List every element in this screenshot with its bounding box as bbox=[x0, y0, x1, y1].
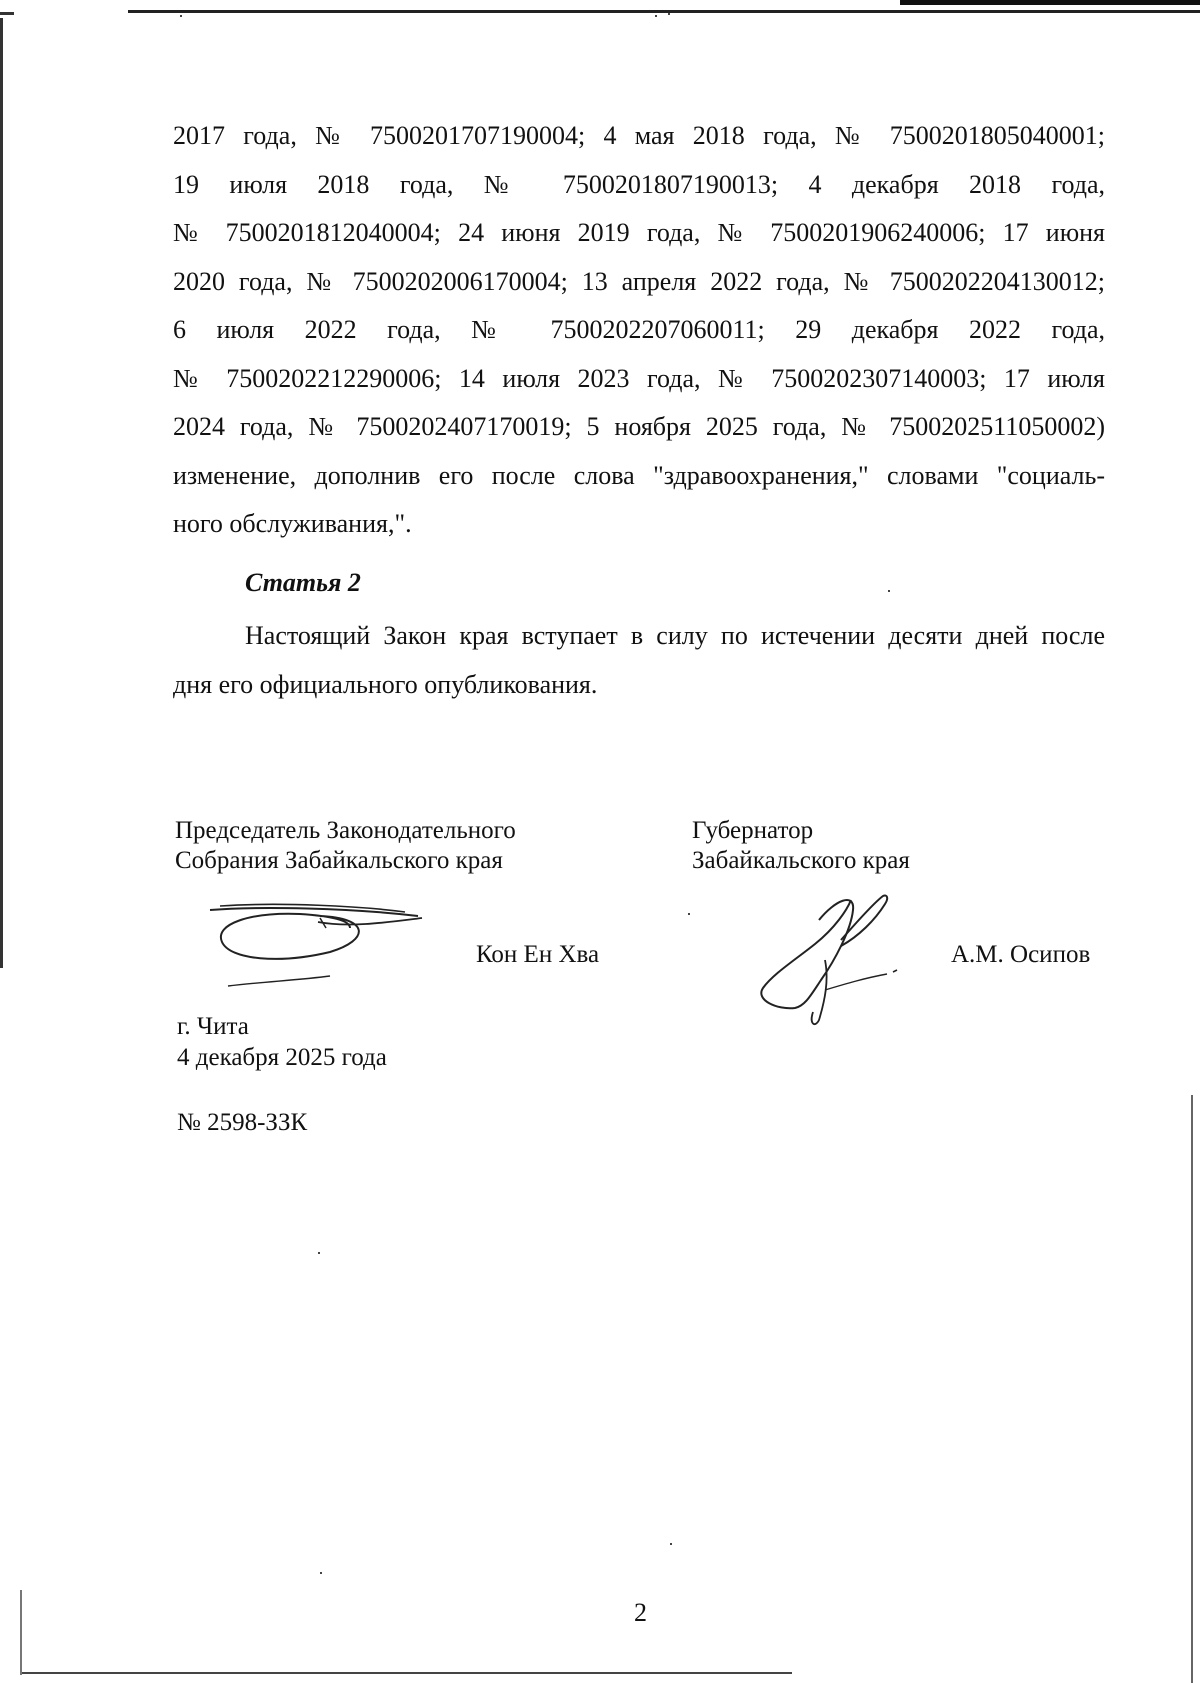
article-2-line-2: дня его официального опубликования. bbox=[173, 669, 598, 699]
scan-speck bbox=[318, 1252, 320, 1254]
body-line-7: 2024 года, № 7500202407170019; 5 ноября 2025 года, № 7500202511050002) bbox=[173, 412, 1105, 441]
body-line-5: 6 июля 2022 года, № 7500202207060011; 29 декабря 2022 года, bbox=[173, 315, 1105, 344]
law-number: № 2598-ЗЗК bbox=[177, 1109, 308, 1136]
scan-speck bbox=[180, 15, 182, 17]
signing-date: 4 декабря 2025 года bbox=[177, 1044, 387, 1071]
body-line-1: 2017 года, № 7500201707190004; 4 мая 2018 года, № 7500201805040001; bbox=[173, 121, 1105, 150]
scan-edge-top-right bbox=[900, 0, 1200, 5]
scan-speck bbox=[655, 15, 657, 17]
governor-signature bbox=[755, 890, 915, 1030]
scan-edge-bottom-left bbox=[20, 1590, 22, 1675]
body-line-9: ного обслуживания,". bbox=[173, 509, 412, 538]
scan-speck bbox=[668, 13, 670, 15]
scan-edge-top bbox=[128, 10, 1200, 13]
governor-name: А.М. Осипов bbox=[951, 941, 1091, 968]
place-of-signing: г. Чита bbox=[177, 1013, 249, 1040]
governor-title-line-1: Губернатор bbox=[692, 817, 814, 844]
article-1-continuation bbox=[173, 112, 1105, 549]
scan-edge-right bbox=[1191, 1095, 1193, 1683]
body-line-8: изменение, дополнив его после слова "здравоохранения," словами "социаль- bbox=[173, 460, 1105, 490]
article-2-heading: Статья 2 bbox=[245, 568, 361, 597]
governor-title-line-2: Забайкальского края bbox=[692, 847, 910, 874]
chair-title-line-1: Председатель Законодательного bbox=[175, 817, 516, 844]
body-line-2: 19 июля 2018 года, № 7500201807190013; 4 декабря 2018 года, bbox=[173, 169, 1105, 199]
scan-speck bbox=[320, 1572, 322, 1574]
article-2-line-1: Настоящий Закон края вступает в силу по истечении десяти дней после bbox=[245, 621, 1105, 650]
chair-title bbox=[175, 816, 516, 876]
scan-edge-left bbox=[0, 18, 3, 968]
scan-speck bbox=[688, 913, 690, 915]
chair-signature bbox=[200, 898, 430, 994]
chair-title-line-2: Собрания Забайкальского края bbox=[175, 847, 503, 874]
body-line-3: № 7500201812040004; 24 июня 2019 года, № 7500201906240006; 17 июня bbox=[173, 218, 1105, 247]
chair-name: Кон Ен Хва bbox=[476, 941, 600, 968]
scan-edge-bottom bbox=[22, 1672, 792, 1674]
scan-edge-left-tick bbox=[0, 12, 14, 15]
scan-speck bbox=[888, 590, 890, 592]
scan-speck bbox=[670, 1543, 672, 1545]
body-line-4: 2020 года, № 7500202006170004; 13 апреля 2022 года, № 7500202204130012; bbox=[173, 266, 1105, 296]
article-2-text bbox=[173, 612, 1105, 709]
governor-title bbox=[692, 816, 910, 876]
body-line-6: № 7500202212290006; 14 июля 2023 года, № 7500202307140003; 17 июля bbox=[173, 363, 1105, 393]
page-number: 2 bbox=[634, 1598, 647, 1627]
